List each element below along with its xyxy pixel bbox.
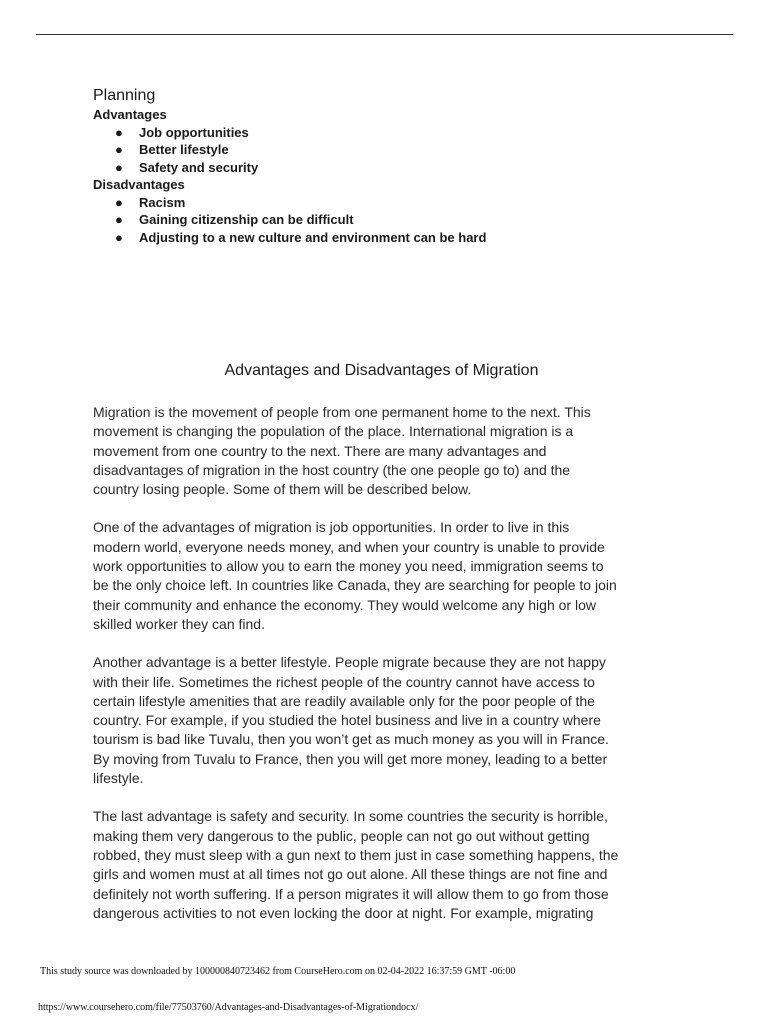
list-item-text: Job opportunities (139, 124, 249, 140)
advantages-list (93, 124, 653, 177)
list-item (93, 159, 653, 177)
essay-title: Advantages and Disadvantages of Migration (224, 362, 539, 379)
essay-paragraph: Another advantage is a better lifestyle. People migrate because they are not happy with their life. Sometimes the richest people of the country cannot have access to certain lifestyle amenities that are readily available only for the poor people of the country. For example, if you studied the hotel business and live in a country where tourism is bad like Tuvalu, then you won’t get as much money as you will in France. By moving from Tuvalu to France, then you will get more money, leading to a better lifestyle. (93, 654, 609, 787)
download-notice: This study source was downloaded by 100000840723462 from CourseHero.com on 02-04-2022 16:37:59 GMT -06:00 (40, 966, 516, 977)
planning-title: Planning (93, 87, 156, 104)
list-item (93, 211, 653, 229)
essay-paragraph: Migration is the movement of people from one permanent home to the next. This movement is changing the population of the place. International migration is a movement from one country to the next. There are many advantages and disadvantages of migration in the host country (the one people go to) and the country losing people. Some of them will be described below. (93, 404, 591, 498)
bullet-icon: ● (115, 194, 123, 210)
list-item-text: Gaining citizenship can be difficult (139, 212, 354, 227)
essay-paragraph: The last advantage is safety and security. In some countries the security is horrible, making them very dangerous to the public, people can not go out without getting robbed, they must sleep with a gun next to them just in case something happens, the girls and women must at all times not go out alone. All these things are not fine and definitely not worth suffering. If a person migrates it will allow them to go from those dangerous activities to not even locking the door at night. For example, migrating (93, 808, 619, 921)
essay-body (93, 403, 693, 942)
essay-paragraph: One of the advantages of migration is job opportunities. In order to live in this modern world, everyone needs money, and when your country is unable to provide work opportunities to allow you to earn the money you need, immigration seems to be the only choice left. In countries like Canada, they are searching for people to join their community and enhance the economy. They would welcome any high or low skilled worker they can find. (93, 519, 617, 632)
planning-section (93, 86, 653, 246)
list-item (93, 229, 653, 247)
list-item-text: Adjusting to a new culture and environment can be hard (139, 229, 487, 245)
list-item-text: Safety and security (139, 159, 259, 175)
list-item (93, 124, 653, 142)
bullet-icon: ● (115, 142, 123, 157)
bullet-icon: ● (115, 212, 123, 227)
bullet-icon: ● (115, 124, 123, 140)
disadvantages-list (93, 194, 653, 247)
list-item-text: Better lifestyle (139, 142, 229, 157)
source-url: https://www.coursehero.com/file/77503760/Advantages-and-Disadvantages-of-Migrationdocx/ (38, 1002, 419, 1013)
disadvantages-heading: Disadvantages (93, 177, 185, 192)
bullet-icon: ● (115, 229, 123, 245)
bullet-icon: ● (115, 159, 123, 175)
advantages-heading: Advantages (93, 107, 167, 122)
list-item-text: Racism (139, 194, 186, 210)
header-rule (36, 34, 733, 35)
list-item (93, 194, 653, 212)
list-item (93, 141, 653, 159)
